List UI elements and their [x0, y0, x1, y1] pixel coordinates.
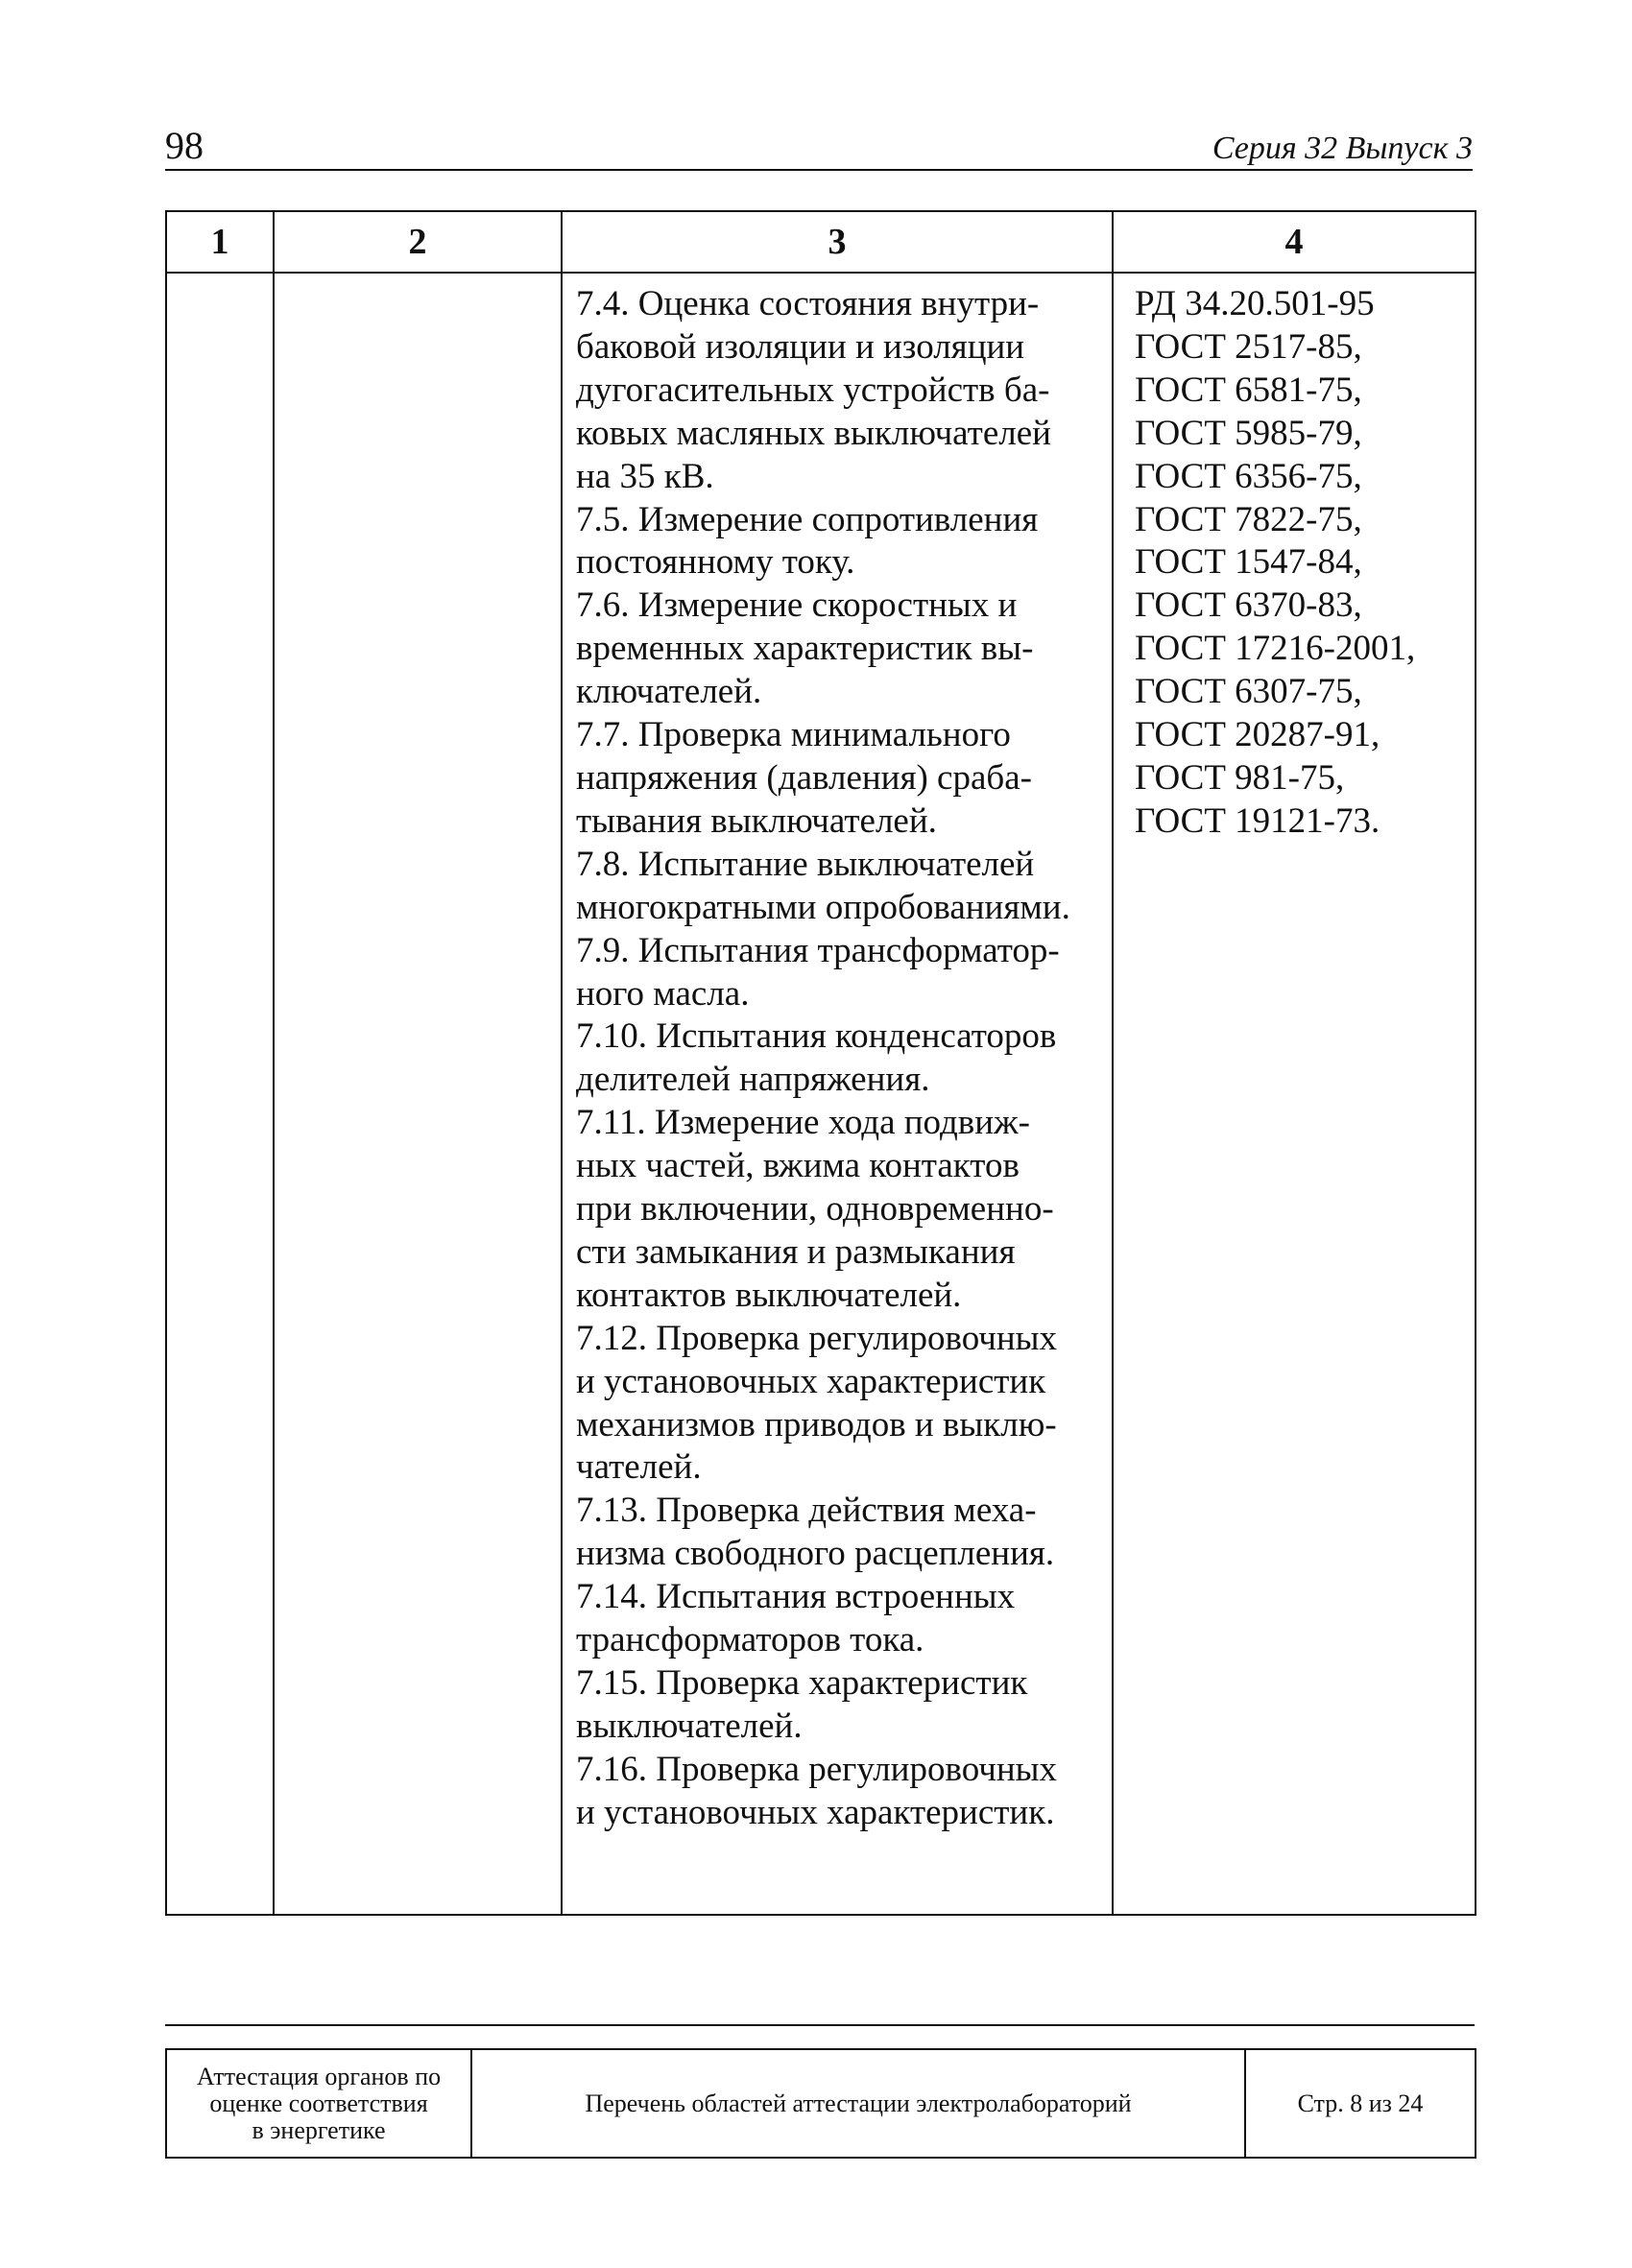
item-line: ного масла. [576, 973, 750, 1014]
item-line: сти замыкания и размыкания [576, 1231, 1016, 1272]
standard-line: ГОСТ 1547-84, [1135, 542, 1362, 583]
standard-line: РД 34.20.501-95 [1135, 284, 1375, 323]
item-line: при включении, одновременно- [576, 1189, 1054, 1229]
footer-org-line: оценке соответствия [209, 2089, 428, 2117]
standard-line: ГОСТ 2517-85, [1135, 326, 1362, 367]
standard-line: ГОСТ 6307-75, [1135, 672, 1362, 712]
standard-line: ГОСТ 17216-2001, [1135, 629, 1416, 669]
standard-line: ГОСТ 7822-75, [1135, 499, 1362, 539]
item-line: трансформаторов тока. [576, 1620, 924, 1660]
standard-line: ГОСТ 19121-73. [1135, 800, 1380, 841]
item-line: тывания выключателей. [576, 800, 937, 841]
column-header-4: 4 [1113, 211, 1476, 273]
footer-page-info: Стр. 8 из 24 [1245, 2049, 1476, 2158]
standard-line: ГОСТ 6581-75, [1135, 370, 1362, 410]
item-line: 7.13. Проверка действия меха- [576, 1491, 1037, 1531]
item-line: постоянному току. [576, 542, 855, 583]
table-row [166, 273, 1476, 1915]
item-line: 7.14. Испытания встроенных [576, 1577, 1016, 1617]
item-line: делителей напряжения. [576, 1060, 930, 1100]
item-line: и установочных характеристик [576, 1361, 1046, 1401]
footer-org-line: Аттестация органов по [196, 2062, 442, 2090]
item-line: 7.16. Проверка регулировочных [576, 1749, 1057, 1789]
footer-table [165, 2048, 1476, 2159]
item-line: баковой изоляции и изоляции [576, 326, 1025, 367]
test-items-list [563, 274, 1112, 1835]
cell-col3 [562, 273, 1113, 1915]
cell-col4 [1113, 273, 1476, 1915]
item-line: 7.4. Оценка состояния внутри- [576, 284, 1040, 323]
item-line: ключателей. [576, 672, 762, 712]
footer-org [166, 2049, 471, 2158]
cell-col2 [274, 273, 562, 1915]
item-line: низма свободного расцепления. [576, 1534, 1055, 1574]
item-line: чателей. [576, 1447, 702, 1488]
footer-doc-title: Перечень областей аттестации электролабораторий [471, 2049, 1245, 2158]
item-line: временных характеристик вы- [576, 629, 1034, 669]
standards-list [1114, 274, 1475, 844]
column-header-3: 3 [562, 211, 1113, 273]
column-header-2: 2 [274, 211, 562, 273]
series-title: Серия 32 Выпуск 3 [1212, 131, 1473, 166]
item-line: 7.11. Измерение хода подвиж- [576, 1103, 1030, 1143]
item-line: и установочных характеристик. [576, 1792, 1055, 1832]
item-line: на 35 кВ. [576, 456, 714, 496]
page-header [165, 121, 1473, 171]
standard-line: ГОСТ 6370-83, [1135, 585, 1362, 626]
footer-org-line: в энергетике [252, 2115, 386, 2144]
column-header-1: 1 [166, 211, 274, 273]
item-line: ковых масляных выключателей [576, 413, 1051, 453]
item-line: выключателей. [576, 1706, 803, 1746]
footer-row [166, 2049, 1476, 2158]
item-line: многократными опробованиями. [576, 887, 1070, 927]
item-line: 7.15. Проверка характеристик [576, 1663, 1028, 1703]
attestation-table [165, 210, 1476, 1916]
cell-col1 [166, 273, 274, 1915]
page-number: 98 [165, 124, 204, 167]
item-line: дугогасительных устройств ба- [576, 370, 1050, 410]
item-line: 7.5. Измерение сопротивления [576, 499, 1039, 539]
standard-line: ГОСТ 20287-91, [1135, 715, 1380, 755]
item-line: 7.6. Измерение скоростных и [576, 585, 1018, 626]
standard-line: ГОСТ 5985-79, [1135, 413, 1362, 453]
item-line: 7.12. Проверка регулировочных [576, 1318, 1057, 1358]
item-line: 7.9. Испытания трансформатор- [576, 930, 1060, 970]
item-line: ных частей, вжима контактов [576, 1146, 1020, 1186]
item-line: 7.8. Испытание выключателей [576, 844, 1035, 884]
item-line: контактов выключателей. [576, 1275, 962, 1315]
item-line: напряжения (давления) сраба- [576, 757, 1032, 798]
item-line: 7.7. Проверка минимального [576, 715, 1011, 755]
standard-line: ГОСТ 981-75, [1135, 757, 1345, 798]
table-header-row [166, 211, 1476, 273]
item-line: 7.10. Испытания конденсаторов [576, 1016, 1057, 1057]
footer-divider [165, 2024, 1475, 2026]
standard-line: ГОСТ 6356-75, [1135, 456, 1362, 496]
item-line: механизмов приводов и выклю- [576, 1404, 1057, 1444]
